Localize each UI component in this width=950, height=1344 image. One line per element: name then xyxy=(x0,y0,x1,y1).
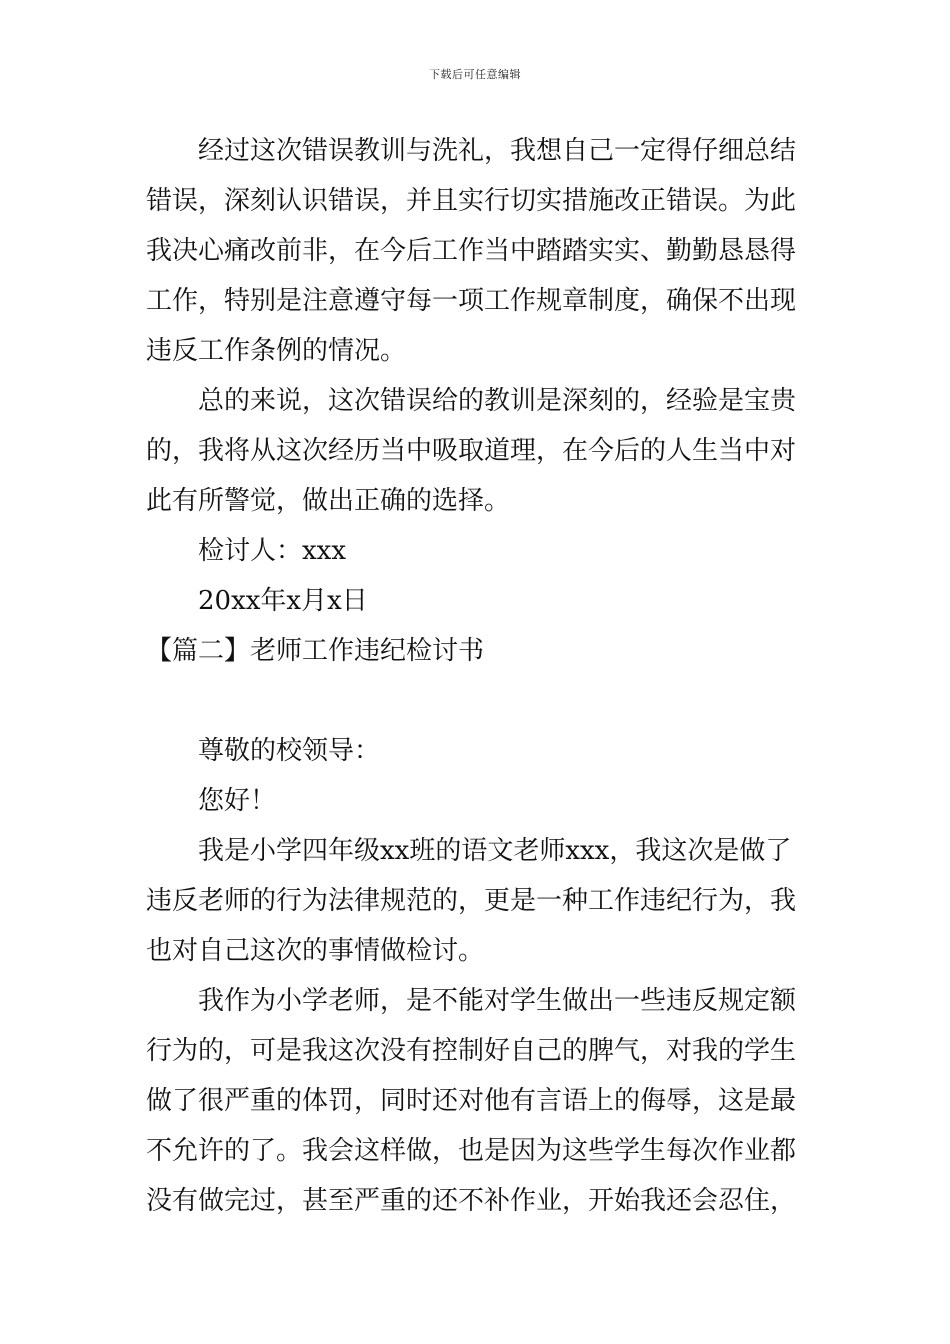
page-header: 下载后可任意编辑 xyxy=(429,68,521,81)
salutation: 尊敬的校领导： xyxy=(198,736,381,766)
paragraph-introduction: 我是小学四年级xx班的语文老师xxx，我这次是做了违反老师的行为法律规范的，更是一种工作违纪行为，我也对自己这次的事情做检讨。 xyxy=(146,836,797,966)
document-body xyxy=(146,126,814,1226)
paragraph-correction-resolve: 经过这次错误教训与洗礼，我想自己一定得仔细总结错误，深刻认识错误，并且实行切实措施改正错误。为此我决心痛改前非，在今后工作当中踏踏实实、勤勤恳恳得工作，特别是注意遵守每一项工作规章制度，确保不出现违反工作条例的情况。 xyxy=(146,136,797,366)
paragraph-summary: 总的来说，这次错误给的教训是深刻的，经验是宝贵的，我将从这次经历当中吸取道理，在今后的人生当中对此有所警觉，做出正确的选择。 xyxy=(146,386,797,516)
date-line: 20xx年x月x日 xyxy=(198,586,368,616)
signer-line: 检讨人：xxx xyxy=(198,536,346,566)
greeting: 您好！ xyxy=(198,786,277,816)
section-heading: 【篇二】老师工作违纪检讨书 xyxy=(146,636,485,666)
blank-line xyxy=(146,676,814,726)
paragraph-explanation: 我作为小学老师，是不能对学生做出一些违反规定额行为的，可是我这次没有控制好自己的脾气，对我的学生做了很严重的体罚，同时还对他有言语上的侮辱，这是最不允许的了。我会这样做，也是因为这些学生每次作业都没有做完过，甚至严重的还不补作业，开始我还会忍住， xyxy=(146,986,797,1216)
